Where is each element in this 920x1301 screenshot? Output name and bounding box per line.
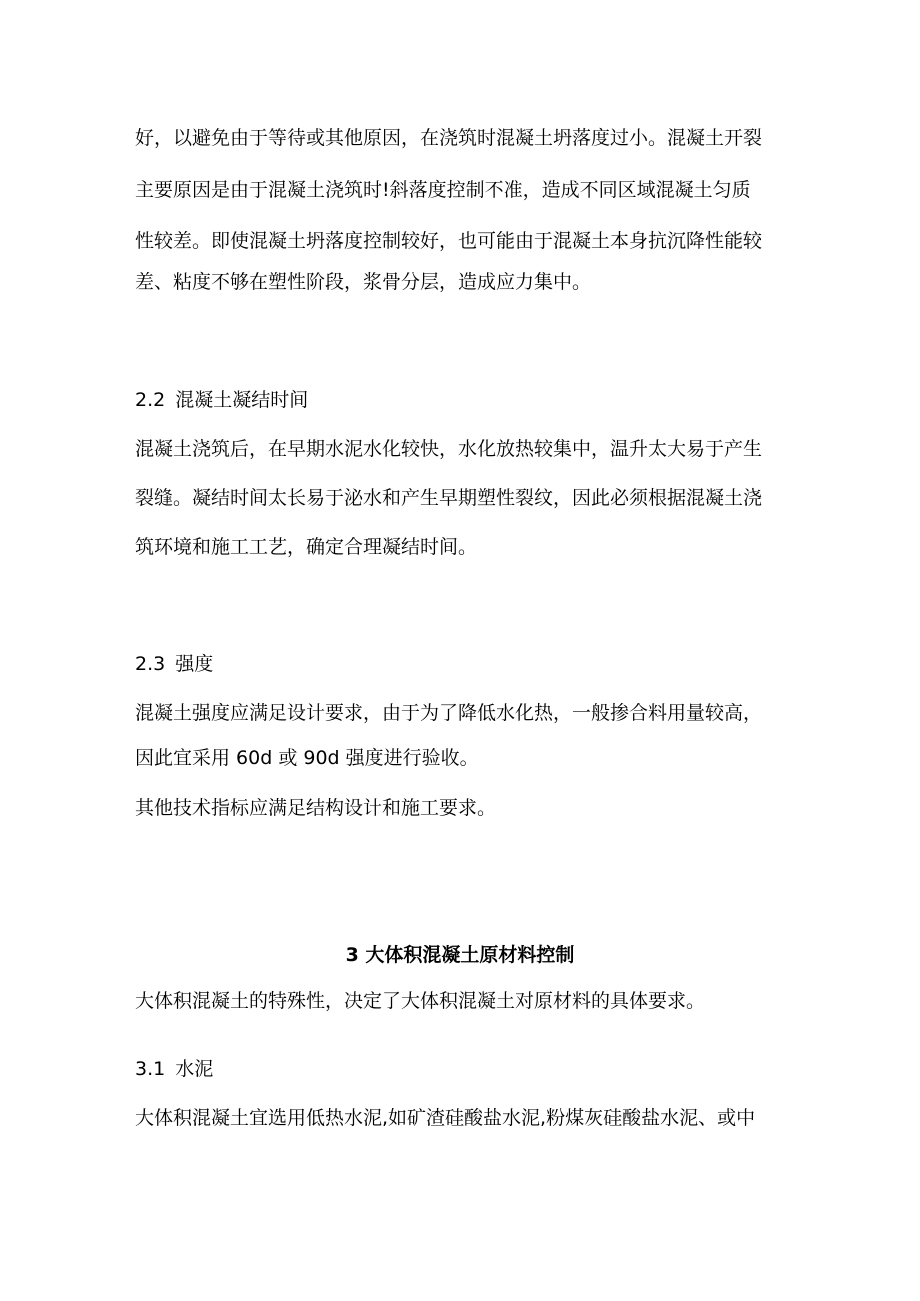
section-number: 2.2	[135, 389, 166, 411]
paragraph-line: 大体积混凝土的特殊性，决定了大体积混凝土对原材料的具体要求。	[135, 990, 706, 1012]
section-number: 2.3	[135, 653, 166, 675]
paragraph-line: 因此宜采用 60d 或 90d 强度进行验收。	[135, 747, 479, 769]
paragraph-line: 好，以避免由于等待或其他原因，在浇筑时混凝土坍落度过小。混凝土开裂	[135, 127, 763, 149]
chapter-heading: 3 大体积混凝土原材料控制	[345, 944, 575, 966]
paragraph-line: 混凝土强度应满足设计要求，由于为了降低水化热，一般掺合料用量较高，	[135, 702, 763, 724]
paragraph-line: 性较差。即使混凝土坍落度控制较好，也可能由于混凝土本身抗沉降性能较	[135, 230, 763, 252]
section-title: 强度	[175, 653, 214, 675]
paragraph-line: 混凝土浇筑后，在早期水泥水化较快，水化放热较集中，温升太大易于产生	[135, 438, 763, 460]
paragraph-line: 主要原因是由于混凝土浇筑时!斜落度控制不准，造成不同区域混凝土匀质	[135, 179, 751, 201]
paragraph-line: 裂缝。凝结时间太长易于泌水和产生早期塑性裂纹，因此必须根据混凝土浇	[135, 487, 763, 509]
paragraph-line: 筑环境和施工工艺，确定合理凝结时间。	[135, 536, 478, 558]
section-number: 3.1	[135, 1058, 166, 1080]
section-title: 水泥	[175, 1058, 214, 1080]
section-title: 混凝土凝结时间	[175, 389, 309, 411]
section-heading-3-1	[135, 1057, 213, 1081]
section-heading-2-3	[135, 652, 213, 676]
section-heading-2-2	[135, 388, 308, 412]
paragraph-line: 其他技术指标应满足结构设计和施工要求。	[135, 797, 497, 819]
paragraph-line: 差、粘度不够在塑性阶段，浆骨分层，造成应力集中。	[135, 271, 592, 293]
paragraph-line: 大体积混凝土宜选用低热水泥,如矿渣硅酸盐水泥,粉煤灰硅酸盐水泥、或中	[135, 1107, 756, 1129]
